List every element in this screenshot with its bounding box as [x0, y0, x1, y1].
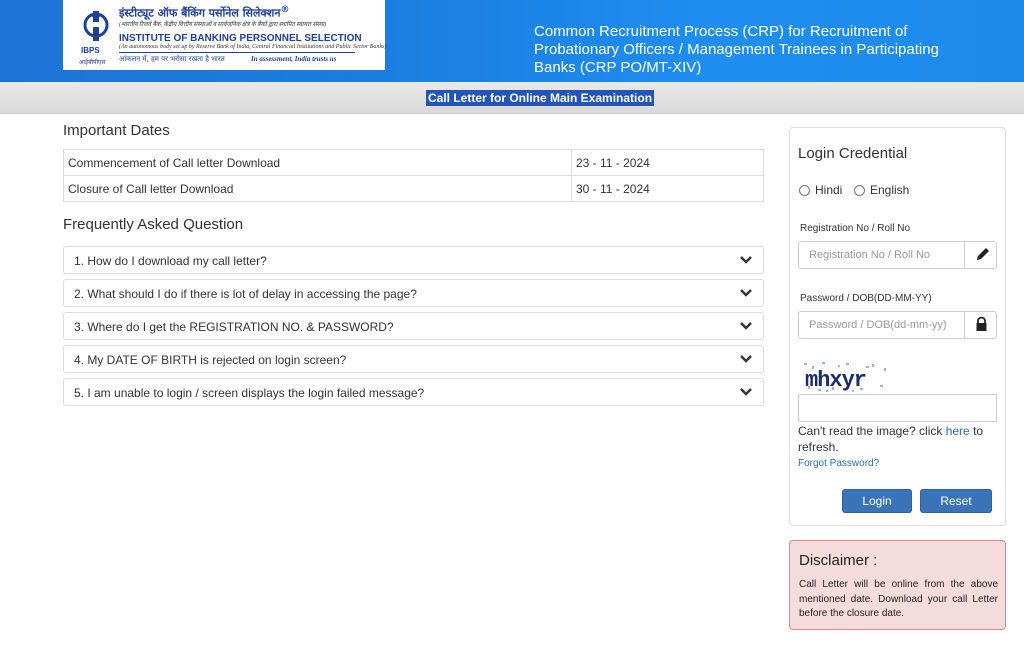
cant-read-suffix: to refresh.	[798, 424, 984, 454]
captcha-image	[802, 360, 888, 394]
logo-divider	[119, 52, 355, 53]
table-row	[64, 150, 764, 176]
chevron-down-icon	[739, 352, 753, 366]
logo-hindi-sub: (भारतीय रिजर्व बैंक, केंद्रीय वित्तीय संस्थाओं व सार्वजनिक क्षेत्र के बैंकों द्वारा स्थापित स्वायत्त संस्था)	[119, 22, 327, 28]
chevron-down-icon	[739, 286, 753, 300]
radio-hindi-label: Hindi	[815, 183, 843, 197]
registration-addon	[964, 241, 997, 269]
login-heading: Login Credential	[798, 145, 908, 162]
cant-read-prefix: Can't read the image? click	[798, 424, 946, 438]
faq-item-2[interactable]	[63, 279, 764, 307]
page-title: Common Recruitment Process (CRP) for Recruitment of Probationary Officers / Management Trainees in Participating Banks (CRP PO/MT-XIV)	[534, 23, 939, 76]
logo-ibps-text: IBPS	[81, 46, 100, 55]
radio-english[interactable]	[854, 185, 865, 196]
disclaimer-body: Call Letter will be online from the above mentioned date. Download your call Letter before the closure date.	[799, 579, 998, 619]
chevron-down-icon	[739, 319, 753, 333]
date-value: 30 - 11 - 2024	[572, 176, 764, 202]
login-button[interactable]: Login	[842, 489, 912, 513]
chevron-down-icon	[739, 385, 753, 399]
pencil-icon	[965, 242, 998, 268]
captcha-refresh-link[interactable]: here	[945, 424, 970, 438]
login-panel	[789, 127, 1006, 526]
site-header	[0, 0, 1024, 82]
captcha-input[interactable]	[798, 394, 997, 422]
table-row	[64, 176, 764, 202]
radio-hindi[interactable]	[799, 185, 810, 196]
subtitle-bar	[0, 82, 1024, 114]
logo-english-name: INSTITUTE OF BANKING PERSONNEL SELECTION	[119, 33, 362, 44]
faq-item-1[interactable]	[63, 246, 764, 274]
logo-ibps-hindi: आईबीपीएस	[79, 59, 106, 66]
logo-hindi-name-text: इंस्टीट्यूट ऑफ बैंकिंग पर्सोनेल सिलेक्शन	[119, 6, 281, 20]
logo-hindi-name	[119, 5, 289, 21]
faq-question: 5. I am unable to login / screen displays the login failed message?	[74, 386, 425, 400]
disclaimer-box	[789, 540, 1006, 630]
faq-question: 1. How do I download my call letter?	[74, 254, 267, 268]
date-label: Commencement of Call letter Download	[64, 150, 572, 176]
password-label: Password / DOB(DD-MM-YY)	[800, 293, 932, 304]
faq-question: 2. What should I do if there is lot of delay in accessing the page?	[74, 287, 417, 301]
faq-item-3[interactable]	[63, 312, 764, 340]
lock-icon	[965, 312, 998, 338]
registration-label: Registration No / Roll No	[800, 223, 911, 234]
important-dates-table	[63, 149, 764, 202]
chevron-down-icon	[739, 253, 753, 267]
ibps-logo	[63, 0, 385, 70]
logo-tagline-english: In assessment, India trusts us	[251, 55, 337, 63]
date-label: Closure of Call letter Download	[64, 176, 572, 202]
captcha-text: mhxyr	[805, 368, 867, 393]
faq-heading: Frequently Asked Question	[63, 216, 244, 233]
captcha-refresh-text	[798, 423, 998, 455]
forgot-password-link[interactable]: Forgot Password?	[798, 458, 880, 469]
registered-mark: ®	[280, 5, 290, 15]
faq-question: 4. My DATE OF BIRTH is rejected on login screen?	[74, 353, 347, 367]
date-value: 23 - 11 - 2024	[572, 150, 764, 176]
reset-button[interactable]: Reset	[920, 489, 992, 513]
disclaimer-heading: Disclaimer :	[799, 552, 878, 569]
faq-item-4[interactable]	[63, 345, 764, 373]
radio-english-label: English	[870, 183, 910, 197]
logo-english-sub: (An autonomous body set up by Reserve Bank of India, Central Financial Institutions and Public Sector Banks)	[119, 44, 387, 50]
password-input[interactable]	[798, 311, 965, 339]
important-dates-heading: Important Dates	[63, 122, 170, 139]
faq-question: 3. Where do I get the REGISTRATION NO. & PASSWORD?	[74, 320, 394, 334]
password-addon	[964, 311, 997, 339]
call-letter-title: Call Letter for Online Main Examination	[428, 91, 653, 105]
faq-item-5[interactable]	[63, 378, 764, 406]
registration-input[interactable]	[798, 241, 965, 269]
logo-tagline-hindi: आंकलन में, हम पर भरोसा रखता है भारत	[119, 55, 225, 63]
